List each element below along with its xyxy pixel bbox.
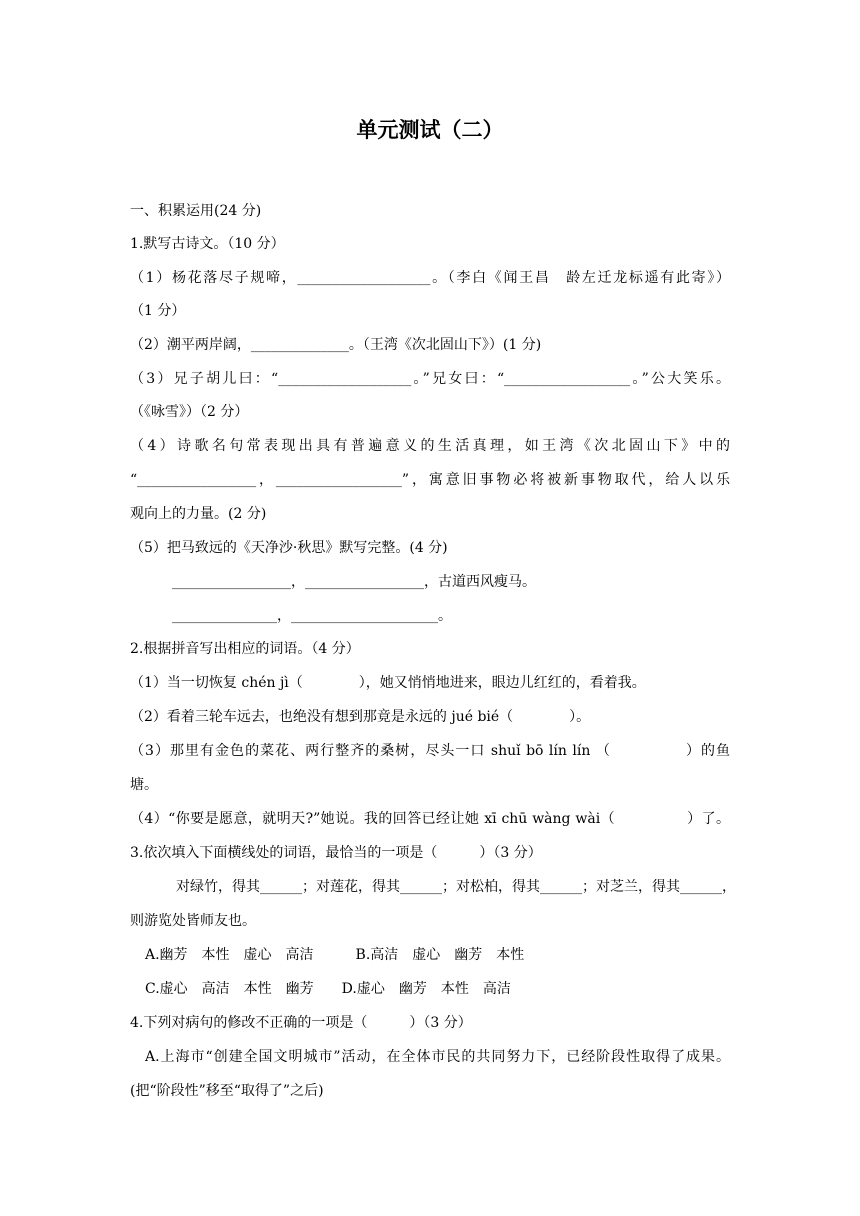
question-1-item-4: （4）诗歌名句常表现出具有普遍意义的生活真理，如王湾《次北固山下》中的 [130,438,730,454]
question-1-item-1: （1）杨花落尽子规啼，___________________。（李白《闻王昌 龄左迁龙标遥有此寄》） [130,270,730,286]
question-4-heading: 4.下列对病句的修改不正确的一项是（ ）（3 分） [130,1015,472,1031]
question-2-item-3-cont: 塘。 [130,777,158,793]
question-1-item-5: （5）把马致远的《天净沙·秋思》默写完整。(4 分) [130,540,448,556]
question-1-item-3: （3）兄子胡儿曰：“___________________。”兄女曰：“__________________。”公大笑乐。 [130,371,730,387]
question-2-heading: 2.根据拼音写出相应的词语。（4 分） [130,641,360,657]
question-2-item-4: （4）“你要是愿意，就明天?”她说。我的回答已经让她 xī chū wàng wài（ ）了。 [130,811,730,827]
question-2-item-3: （3）那里有金色的菜花、两行整齐的桑树，尽头一口 shuǐ bō lín lín （ ）的鱼 [130,743,730,759]
question-2-item-2: （2）看着三轮车远去，也绝没有想到那竟是永远的 jué bié（ ）。 [130,709,591,725]
question-1-item-3-source: （《咏雪》）（2 分） [130,404,249,420]
question-1-item-5-blank-line-2: _______________，_____________________。 [172,608,452,624]
question-1-item-2: （2）潮平两岸阔，______________。（王湾《次北固山下》）(1 分) [130,337,542,353]
question-1-item-5-blank-line-1: _________________，_________________，古道西风瘦马。 [172,574,536,590]
question-3-options-cd: C.虚心 高洁 本性 幽芳 D.虚心 幽芳 本性 高洁 [145,981,511,997]
question-1-item-1-score: （1 分） [130,303,186,319]
question-3-passage-cont: 则游览处皆师友也。 [130,913,256,929]
question-3-options-ab: A.幽芳 本性 虚心 高洁 B.高洁 虚心 幽芳 本性 [145,947,525,963]
question-3-passage: 对绿竹，得其______；对莲花，得其______；对松柏，得其______；对芝兰，得其______， [176,879,736,895]
question-2-item-1: （1）当一切恢复 chén jì（ ），她又悄悄地进来，眼边儿红红的，看着我。 [130,675,646,691]
question-3-heading: 3.依次填入下面横线处的词语，最恰当的一项是（ ）（3 分） [130,845,542,861]
question-1-heading: 1.默写古诗文。（10 分） [130,236,285,252]
question-4-option-a-fix: (把“阶段性”移至“取得了”之后) [130,1083,324,1099]
question-4-option-a: A.上海市“创建全国文明城市”活动，在全体市民的共同努力下，已经阶段性取得了成果。 [145,1049,730,1065]
question-1-item-4-end: 观向上的力量。(2 分) [130,506,267,522]
section-heading: 一、积累运用(24 分) [130,203,262,219]
question-1-item-4-cont: “_________________，__________________”，寓意旧事物必将被新事物取代，给人以乐 [130,472,730,488]
page-title: 单元测试（二） [356,118,504,142]
